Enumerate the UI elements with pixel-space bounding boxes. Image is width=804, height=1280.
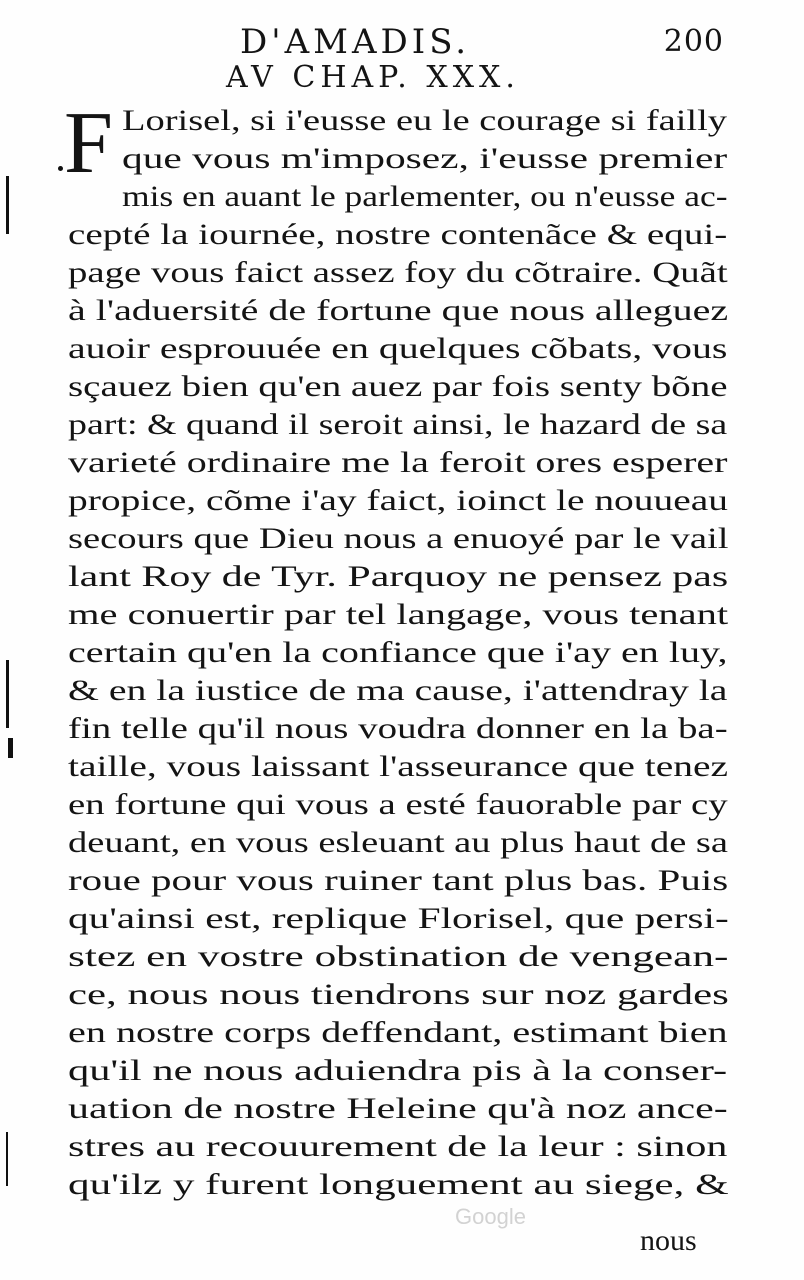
text-line: propice, cõme i'ay faict, ioinct le nouueau (68, 484, 728, 517)
text-line: varieté ordinaire me la feroit ores esperer (68, 446, 728, 479)
drop-capital: F (64, 95, 113, 192)
text-line: roue pour vous ruiner tant plus bas. Puis (68, 864, 729, 897)
text-line: stez en vostre obstination de vengean- (68, 940, 729, 973)
margin-mark (6, 176, 9, 234)
text-line: qu'il ne nous aduiendra pis à la conser- (68, 1054, 728, 1087)
text-line: certain qu'en la confiance que i'ay en luy, (68, 636, 728, 669)
text-line: lant Roy de Tyr. Parquoy ne pensez pas (68, 560, 729, 593)
text-line: à l'aduersité de fortune que nous alleguez (68, 294, 729, 327)
text-line: qu'ainsi est, replique Florisel, que persi- (68, 902, 729, 935)
text-line: ce, nous nous tiendrons sur noz gardes (68, 978, 729, 1011)
page-number: 200 (663, 24, 724, 59)
text-line: auoir esprouuée en quelques cõbats, vous (68, 332, 728, 365)
chapter-heading: AV CHAP. XXX. (226, 60, 520, 95)
text-line: sçauez bien qu'en auez par fois senty bõne (68, 370, 728, 403)
margin-mark (58, 166, 63, 171)
catchword: nous (640, 1224, 697, 1257)
text-line: en fortune qui vous a esté fauorable par cy (68, 788, 728, 821)
text-line: uation de nostre Heleine qu'à noz ance- (68, 1092, 728, 1125)
watermark: Google (455, 1204, 526, 1229)
text-line: taille, vous laissant l'asseurance que tenez (68, 750, 728, 783)
text-line: page vous faict assez foy du cõtraire. Quãt (68, 256, 728, 289)
text-line: mis en auant le parlementer, ou n'eusse ac- (122, 180, 728, 213)
text-line: que vous m'imposez, i'eusse premier (122, 142, 728, 175)
text-line: me conuertir par tel langage, vous tenant (68, 598, 729, 631)
margin-mark (6, 1132, 8, 1186)
text-line: part: & quand il seroit ainsi, le hazard de sa (68, 408, 728, 441)
text-line: qu'ilz y furent longuement au siege, & (68, 1168, 729, 1201)
text-line: cepté la iournée, nostre contenãce & equi- (68, 218, 728, 251)
margin-mark (8, 738, 13, 758)
text-line: stres au recouurement de la leur : sinon (68, 1130, 728, 1163)
text-line: deuant, en vous esleuant au plus haut de sa (68, 826, 729, 859)
running-head: D'AMADIS. (240, 22, 471, 62)
text-line: en nostre corps deffendant, estimant bien (68, 1016, 728, 1049)
text-line: & en la iustice de ma cause, i'attendray la (68, 674, 728, 707)
text-line: fin telle qu'il nous voudra donner en la ba- (68, 712, 728, 745)
text-line: Lorisel, si i'eusse eu le courage si failly (122, 104, 728, 137)
margin-mark (6, 660, 9, 728)
text-line: secours que Dieu nous a enuoyé par le vail (68, 522, 729, 555)
